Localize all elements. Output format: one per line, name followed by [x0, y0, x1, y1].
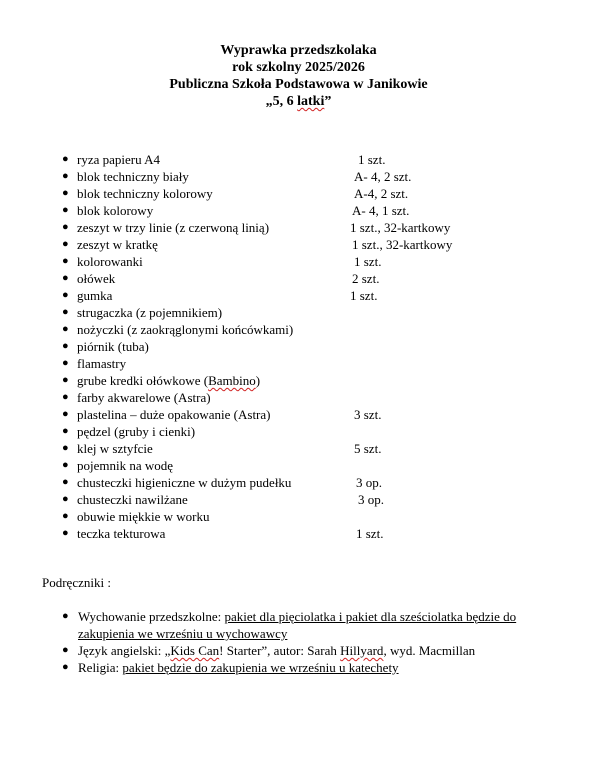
supply-item	[56, 338, 576, 355]
textbook-item	[56, 642, 556, 659]
supply-item-name: piórnik (tuba)	[77, 339, 149, 354]
supply-item-quantity: 1 szt., 32-kartkowy	[350, 220, 451, 235]
bullet-icon: ●	[62, 204, 69, 216]
supply-item	[56, 440, 576, 457]
supply-item-name: zeszyt w trzy linie (z czerwoną linią)	[77, 220, 270, 235]
supply-item-name: pojemnik na wodę	[77, 458, 174, 473]
bullet-icon: ●	[62, 493, 69, 505]
supply-item	[56, 185, 576, 202]
textbooks-heading: Podręczniki :	[42, 575, 111, 590]
textbook-details: Kids Can! Starter”, autor: Sarah Hillyard, wyd. Macmillan	[170, 643, 476, 658]
supply-item	[56, 406, 576, 423]
document-title: Wyprawka przedszkolaka	[220, 43, 377, 58]
bullet-icon: ●	[62, 408, 69, 420]
supply-item	[56, 389, 576, 406]
bullet-icon: ●	[62, 610, 69, 622]
supply-item	[56, 508, 576, 525]
age-group	[0, 93, 597, 110]
bullet-icon: ●	[62, 476, 69, 488]
bullet-icon: ●	[62, 527, 69, 539]
bullet-icon: ●	[62, 340, 69, 352]
bullet-icon: ●	[62, 644, 69, 656]
bullet-icon: ●	[62, 187, 69, 199]
supply-item-quantity: A- 4, 1 szt.	[352, 203, 410, 218]
supply-item-name: nożyczki (z zaokrąglonymi końcówkami)	[77, 322, 294, 337]
supply-item-name: zeszyt w kratkę	[77, 237, 158, 252]
supply-item-name: plastelina – duże opakowanie (Astra)	[77, 407, 271, 422]
supply-item-quantity: 3 op.	[356, 475, 382, 490]
supply-item-name: teczka tekturowa	[77, 526, 166, 541]
supply-item	[56, 372, 576, 389]
supply-item	[56, 457, 576, 474]
supply-item-quantity: 2 szt.	[352, 271, 380, 286]
supply-item-name: strugaczka (z pojemnikiem)	[77, 305, 223, 320]
supply-item-name: blok kolorowy	[77, 203, 154, 218]
supply-item	[56, 168, 576, 185]
supply-item-quantity: 1 szt.	[354, 254, 382, 269]
supply-item-name: ołówek	[77, 271, 116, 286]
bullet-icon: ●	[62, 425, 69, 437]
supply-item	[56, 202, 576, 219]
supply-item-quantity: 3 op.	[358, 492, 384, 507]
bullet-icon: ●	[62, 170, 69, 182]
supply-item	[56, 423, 576, 440]
supply-item	[56, 474, 576, 491]
supply-item-name: ryza papieru A4	[77, 152, 161, 167]
supply-item-name: chusteczki nawilżane	[77, 492, 188, 507]
bullet-icon: ●	[62, 238, 69, 250]
supply-item-name: pędzel (gruby i cienki)	[77, 424, 196, 439]
textbook-note: pakiet będzie do zakupienia we wrześniu u katechety	[122, 660, 399, 675]
bullet-icon: ●	[62, 323, 69, 335]
document-header	[0, 42, 597, 110]
bullet-icon: ●	[62, 153, 69, 165]
school-name: Publiczna Szkoła Podstawowa w Janikowie	[169, 77, 428, 92]
textbook-item	[56, 608, 556, 642]
supply-item-quantity: A- 4, 2 szt.	[354, 169, 412, 184]
supply-item-name: blok techniczny kolorowy	[77, 186, 213, 201]
bullet-icon: ●	[62, 357, 69, 369]
supply-item-name: kolorowanki	[77, 254, 143, 269]
supply-item-name: obuwie miękkie w worku	[77, 509, 210, 524]
bullet-icon: ●	[62, 391, 69, 403]
textbook-subject: Religia:	[78, 660, 123, 675]
supply-item-quantity: 1 szt.	[350, 288, 378, 303]
supply-item-quantity: 1 szt.	[358, 152, 386, 167]
supply-item	[56, 270, 576, 287]
age-group-word: latki	[297, 94, 325, 109]
textbook-subject: Język angielski: „	[78, 643, 171, 658]
age-group-prefix: „5, 6	[265, 94, 298, 109]
supply-item	[56, 151, 576, 168]
supply-item	[56, 287, 576, 304]
supply-item	[56, 253, 576, 270]
supply-item	[56, 525, 576, 542]
age-group-suffix: ”	[324, 94, 332, 109]
supply-item-name: blok techniczny biały	[77, 169, 189, 184]
school-year: rok szkolny 2025/2026	[232, 60, 365, 75]
supply-item-name: flamastry	[77, 356, 127, 371]
textbook-subject: Wychowanie przedszkolne:	[78, 609, 225, 624]
bullet-icon: ●	[62, 661, 69, 673]
supply-item	[56, 236, 576, 253]
supply-item-quantity: 1 szt.	[356, 526, 384, 541]
bullet-icon: ●	[62, 510, 69, 522]
supply-item-quantity: 3 szt.	[354, 407, 382, 422]
bullet-icon: ●	[62, 374, 69, 386]
supply-item-quantity: A-4, 2 szt.	[354, 186, 409, 201]
supply-item-name: grube kredki ołówkowe (Bambino)	[77, 373, 261, 388]
supplies-list	[56, 151, 576, 542]
bullet-icon: ●	[62, 255, 69, 267]
supply-item-name: chusteczki higieniczne w dużym pudełku	[77, 475, 292, 490]
supply-item	[56, 219, 576, 236]
supply-item	[56, 304, 576, 321]
supply-item	[56, 321, 576, 338]
supply-item	[56, 355, 576, 372]
bullet-icon: ●	[62, 306, 69, 318]
bullet-icon: ●	[62, 289, 69, 301]
bullet-icon: ●	[62, 459, 69, 471]
supply-item	[56, 491, 576, 508]
textbook-item	[56, 659, 556, 676]
textbooks-list	[56, 608, 556, 676]
supply-item-quantity: 1 szt., 32-kartkowy	[352, 237, 453, 252]
supply-item-quantity: 5 szt.	[354, 441, 382, 456]
bullet-icon: ●	[62, 221, 69, 233]
supply-item-name: klej w sztyfcie	[77, 441, 153, 456]
bullet-icon: ●	[62, 442, 69, 454]
bullet-icon: ●	[62, 272, 69, 284]
supply-item-name: gumka	[77, 288, 113, 303]
supply-item-name: farby akwarelowe (Astra)	[77, 390, 211, 405]
textbook-note: pakiet dla pięciolatka i pakiet dla sześciolatka będzie do zakupienia we wrześniu u wychowawcy	[78, 609, 517, 641]
